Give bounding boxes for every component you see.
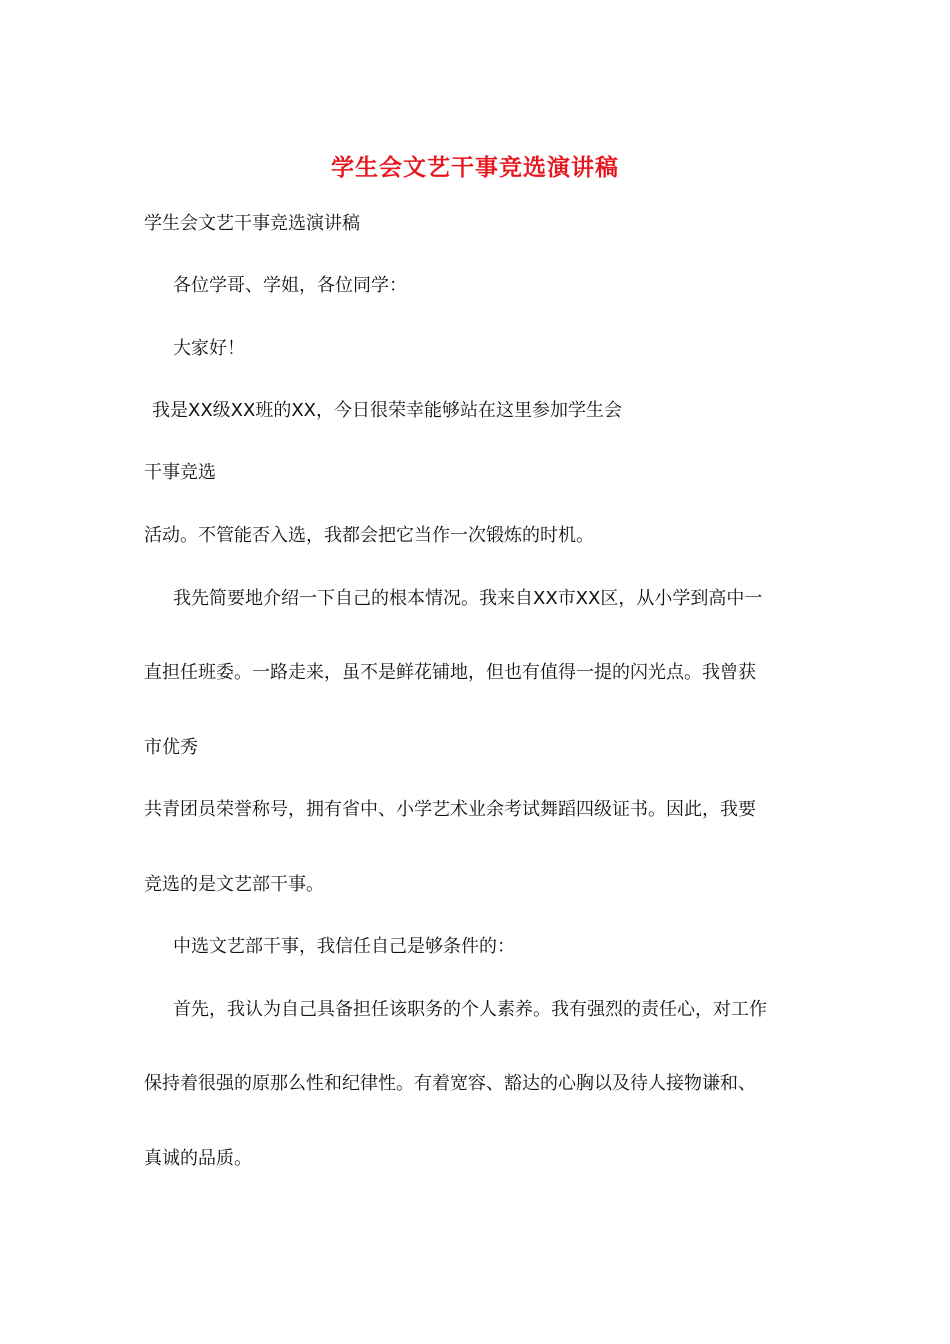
intro-continuation-1: 干事竞选 xyxy=(144,462,216,483)
qualification-line: 中选文艺部干事，我信任自己是够条件的： xyxy=(173,936,515,957)
intro-line: 我是XX级XX班的XX，今日很荣幸能够站在这里参加学生会 xyxy=(152,400,622,421)
document-title: 学生会文艺干事竞选演讲稿 xyxy=(331,155,619,181)
greeting-line: 大家好！ xyxy=(173,338,245,359)
background-line-4: 共青团员荣誉称号，拥有省中、小学艺术业余考试舞蹈四级证书。因此，我要 xyxy=(144,799,756,820)
salutation-line: 各位学哥、学姐，各位同学： xyxy=(173,275,407,296)
intro-continuation-2: 活动。不管能否入选，我都会把它当作一次锻炼的时机。 xyxy=(144,525,594,546)
background-line-3: 市优秀 xyxy=(144,737,198,758)
first-point-line-3: 真诚的品质。 xyxy=(144,1148,252,1169)
background-line-2: 直担任班委。一路走来，虽不是鲜花铺地，但也有值得一提的闪光点。我曾获 xyxy=(144,662,756,683)
background-line-1: 我先简要地介绍一下自己的根本情况。我来自XX市XX区，从小学到高中一 xyxy=(173,588,763,609)
first-point-line-1: 首先，我认为自己具备担任该职务的个人素养。我有强烈的责任心，对工作 xyxy=(173,999,767,1020)
background-line-5: 竞选的是文艺部干事。 xyxy=(144,874,324,895)
subtitle-line: 学生会文艺干事竞选演讲稿 xyxy=(144,213,360,234)
first-point-line-2: 保持着很强的原那么性和纪律性。有着宽容、豁达的心胸以及待人接物谦和、 xyxy=(144,1073,756,1094)
